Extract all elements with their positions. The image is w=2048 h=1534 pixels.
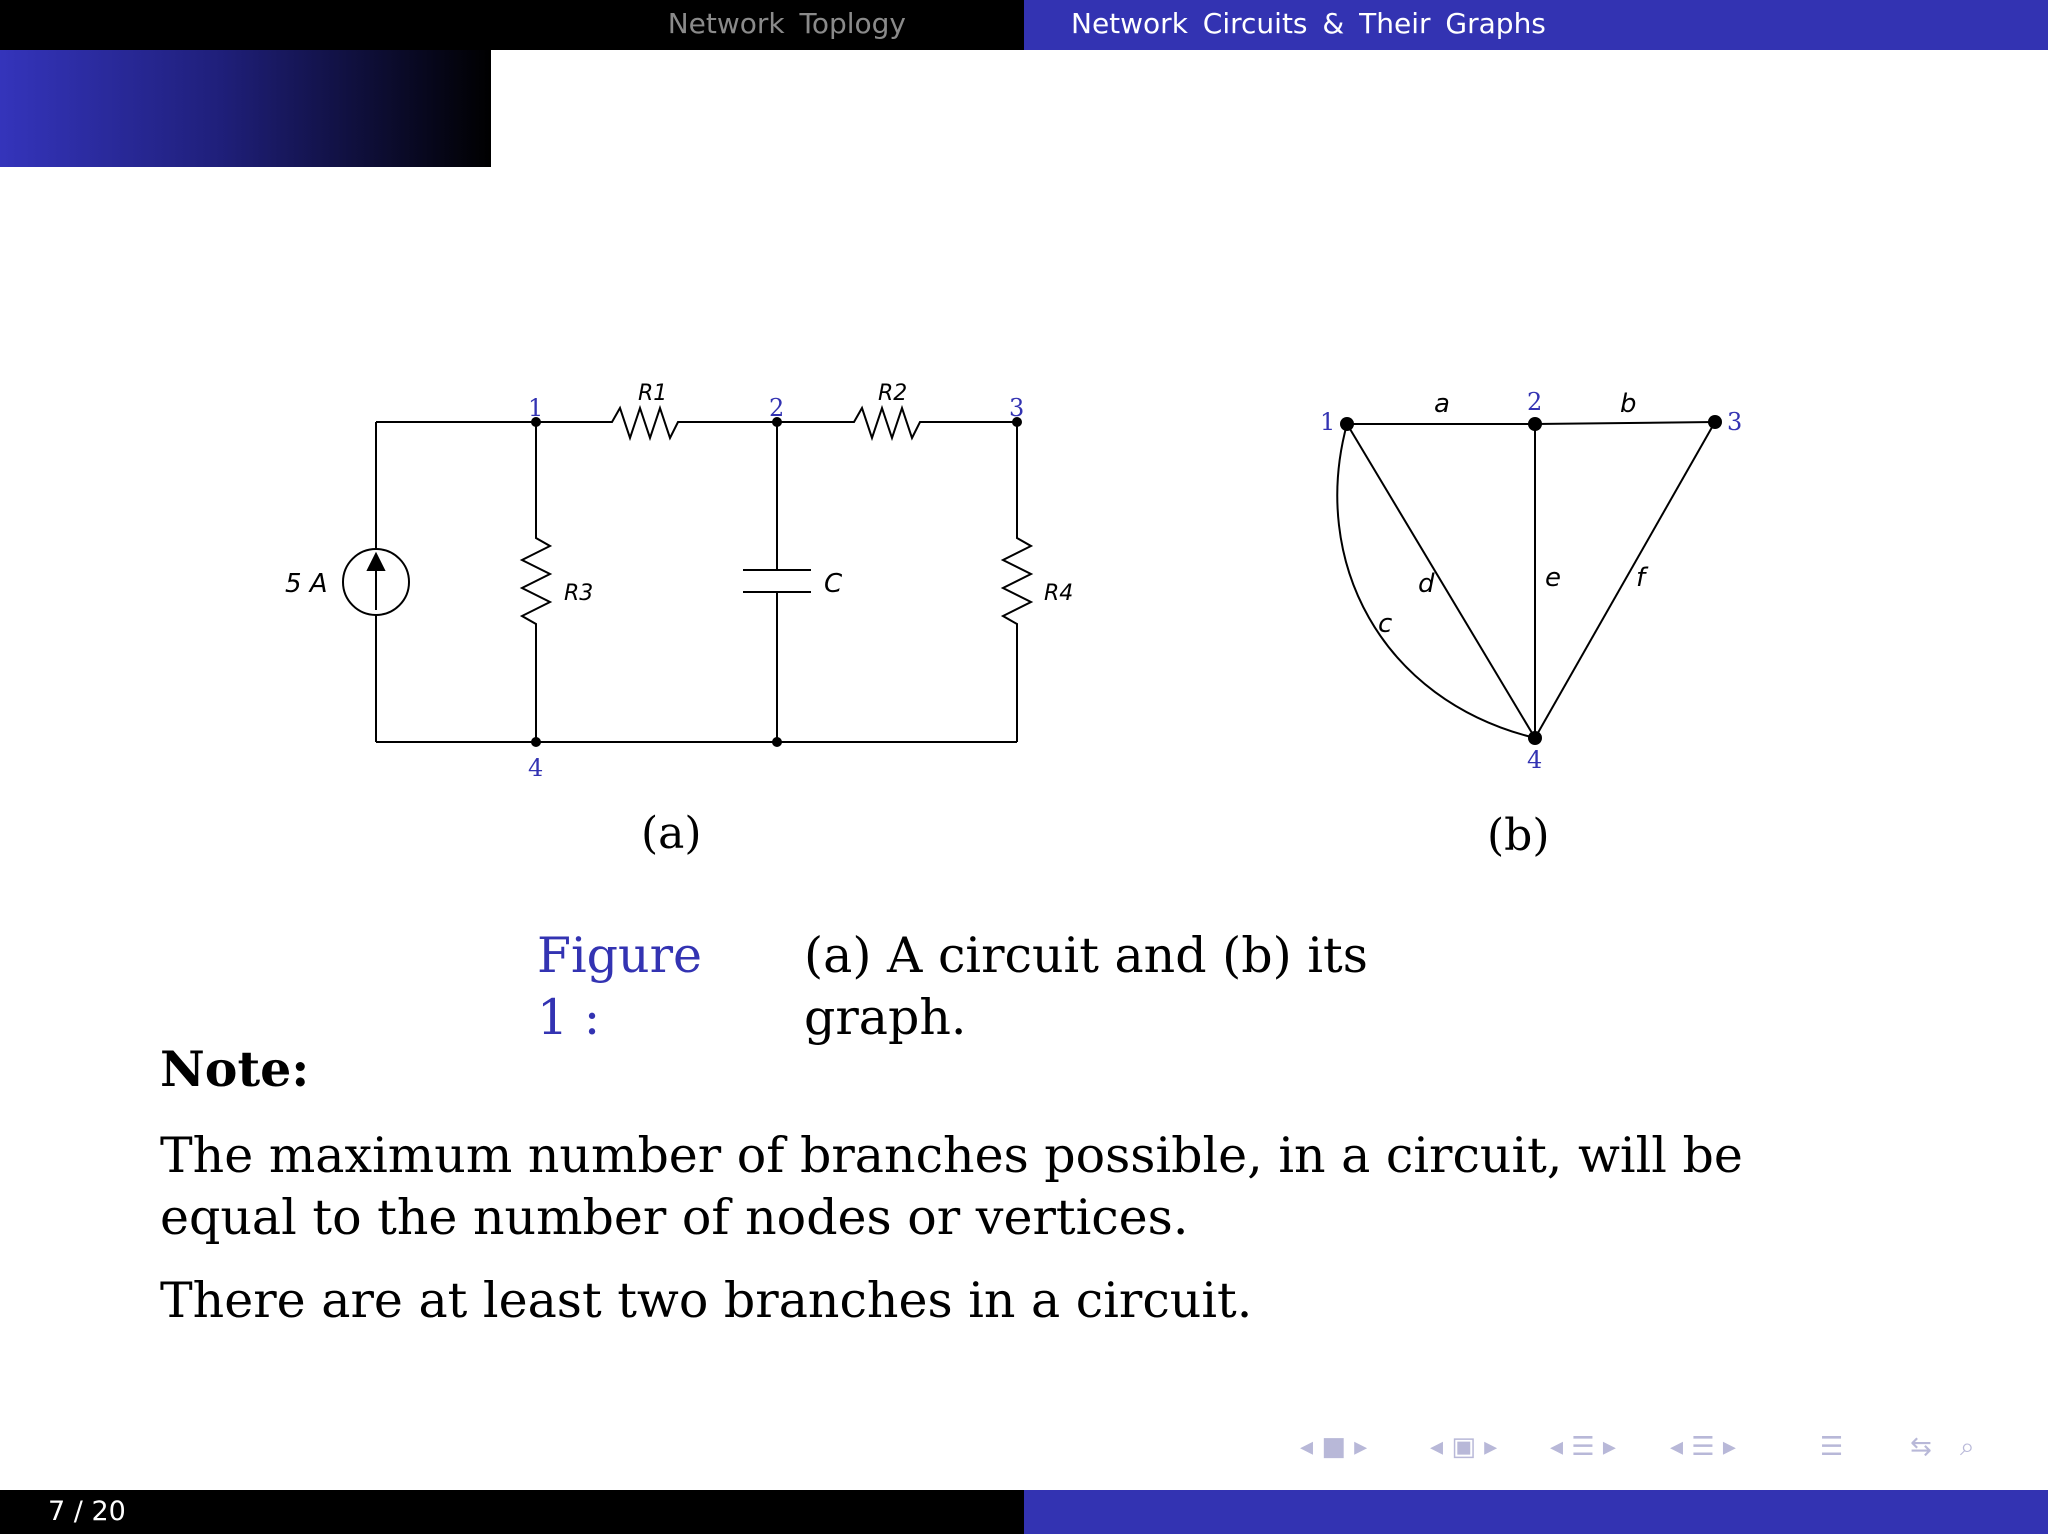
source-label: 5 A	[285, 569, 328, 599]
label-r3: R3	[564, 581, 594, 606]
nav-document-icon[interactable]: ☰	[1820, 1432, 1844, 1462]
label-r1: R1	[638, 381, 668, 406]
nav-section-icon[interactable]: ◂ ☰ ▸	[1670, 1432, 1736, 1462]
nav-search-icon[interactable]: ⌕	[1960, 1432, 1975, 1462]
circuit-node-1: 1	[528, 394, 544, 422]
navigation-bar	[1300, 1432, 2040, 1472]
edge-label-f: f	[1636, 563, 1646, 593]
graph-node-1: 1	[1320, 408, 1336, 436]
graph-node-4: 4	[1527, 746, 1543, 774]
circuit-diagram	[343, 408, 1031, 742]
sublabel-a: (a)	[641, 808, 702, 859]
figure-caption-label: Figure 1 :	[537, 927, 703, 1046]
label-r4: R4	[1044, 581, 1074, 606]
edge-label-c: c	[1378, 609, 1393, 639]
header-section-link[interactable]: Network Toplogy	[667, 7, 906, 40]
figure-caption-text: (a) A circuit and (b) its graph.	[804, 927, 1368, 1046]
label-r2: R2	[878, 381, 908, 406]
graph-nodes	[1340, 415, 1722, 745]
circuit-node-3: 3	[1009, 394, 1025, 422]
edge-label-e: e	[1545, 563, 1561, 593]
resistor-r3	[522, 422, 550, 742]
edge-label-d: d	[1418, 569, 1435, 599]
note-paragraph-2: There are at least two branches in a circuit.	[160, 1272, 1253, 1329]
circuit-node-2: 2	[769, 394, 785, 422]
page-number: 7 / 20	[48, 1496, 126, 1527]
footer-right-bar	[1024, 1490, 2048, 1534]
edge-d	[1347, 424, 1535, 738]
note-paragraph-1: The maximum number of branches possible, in a circuit, will be equal to the number of nodes or vertices.	[160, 1127, 1743, 1246]
capacitor-c	[743, 422, 811, 742]
edge-f	[1535, 422, 1715, 738]
wire-top	[376, 408, 1017, 438]
header-subsection-link[interactable]: Network Circuits & Their Graphs	[1071, 7, 1546, 40]
graph-diagram	[1337, 422, 1715, 738]
graph-node-2: 2	[1527, 388, 1543, 416]
nav-slide-icon[interactable]: ◂ ■ ▸	[1300, 1432, 1368, 1462]
edge-b	[1535, 422, 1715, 424]
resistor-r4	[1003, 422, 1031, 742]
sublabel-b: (b)	[1487, 810, 1550, 861]
footer-left-bar	[0, 1490, 1024, 1534]
circuit-node-4: 4	[528, 754, 544, 782]
label-c: C	[824, 569, 843, 599]
edge-c	[1337, 424, 1535, 738]
graph-node-3: 3	[1727, 408, 1743, 436]
edge-label-a: a	[1434, 389, 1450, 419]
edge-label-b: b	[1620, 389, 1637, 419]
nav-subsection-icon[interactable]: ◂ ☰ ▸	[1550, 1432, 1616, 1462]
note-title: Note:	[160, 1040, 310, 1098]
nav-frame-icon[interactable]: ◂ ▣ ▸	[1430, 1432, 1498, 1462]
nav-back-forward-icon[interactable]: ⇆	[1910, 1432, 1932, 1462]
